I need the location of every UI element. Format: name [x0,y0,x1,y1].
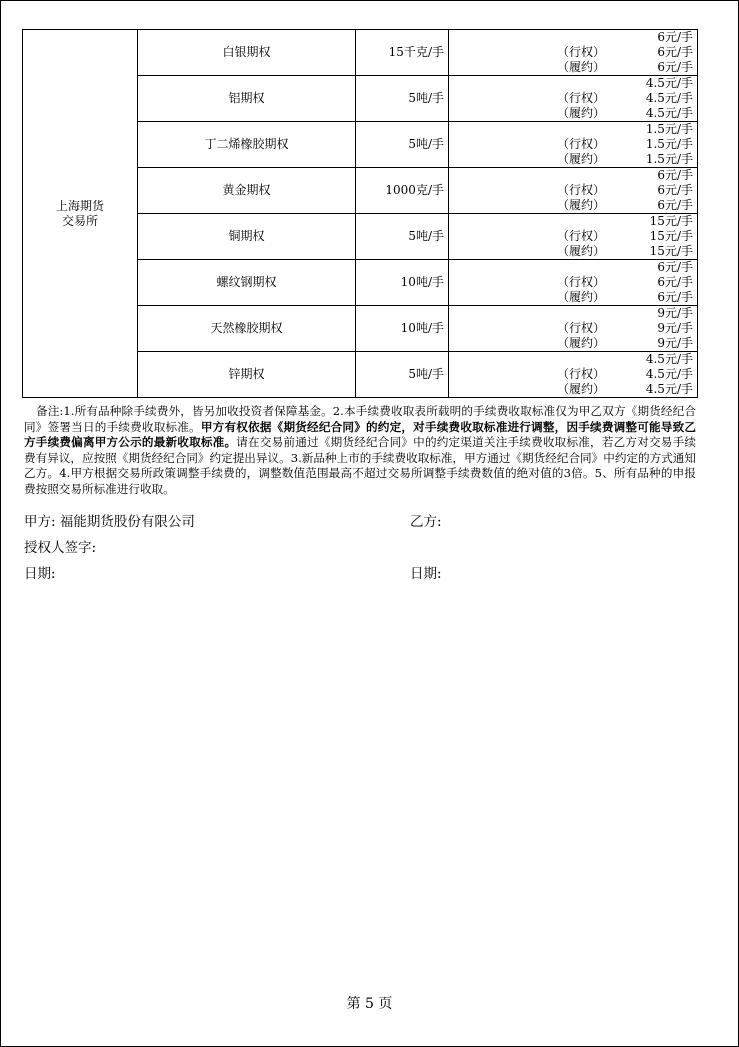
fee-value: 6元/手 [657,30,693,44]
delivery-label: （履约） [557,106,606,120]
product-name: 铝期权 [138,76,356,122]
fee-value: 15元/手 [649,229,693,243]
trading-unit: 5吨/手 [356,122,449,168]
fee-cell [449,168,698,214]
product-name: 锌期权 [138,352,356,398]
fee-table [22,29,698,398]
fee-value: 6元/手 [657,275,693,289]
party-a: 甲方: 福能期货股份有限公司 [24,514,195,530]
fee-value: 4.5元/手 [645,382,693,396]
trading-unit: 15千克/手 [356,30,449,76]
fee-cell [449,122,698,168]
delivery-label: （履约） [557,290,606,304]
table-row [23,30,698,76]
fee-cell [449,214,698,260]
exercise-label: （行权） [557,275,606,289]
fee-cell [449,30,698,76]
date-party-b: 日期: [410,566,442,582]
exercise-label: （行权） [557,91,606,105]
exercise-label: （行权） [557,137,606,151]
fee-value: 1.5元/手 [645,122,693,136]
fee-value: 4.5元/手 [645,367,693,381]
page-number: 第 5 页 [346,996,393,1012]
trading-unit: 1000克/手 [356,168,449,214]
fee-cell [449,260,698,306]
trading-unit: 10吨/手 [356,260,449,306]
fee-value: 15元/手 [649,244,693,258]
delivery-label: （履约） [557,382,606,396]
exchange-name-line: 上海期货 [55,198,104,213]
fee-value: 4.5元/手 [645,106,693,120]
delivery-label: （履约） [557,244,606,258]
product-name: 铜期权 [138,214,356,260]
exercise-label: （行权） [557,367,606,381]
product-name: 天然橡胶期权 [138,306,356,352]
fee-value: 9元/手 [657,321,693,335]
fee-value: 1.5元/手 [645,137,693,151]
fee-value: 4.5元/手 [645,352,693,366]
delivery-label: （履约） [557,336,606,350]
fee-cell [449,76,698,122]
authorized-signature: 授权人签字: [24,540,97,556]
trading-unit: 5吨/手 [356,352,449,398]
product-name: 黄金期权 [138,168,356,214]
remarks-part2: 请在交易前通过《期货经纪合同》中的约定渠道关注手续费收取标准，若乙方对交易手续费有异议，应按照《期货经纪合同》约定提出异议。3.新品种上市的手续费收取标准，甲方通过《期货经纪合同》中约定的方式通知乙方。4.甲方根据交易所政策调整手续费的，调整数值范围最高不超过交易所调整手续费数值的绝对值的3倍。5、所有品种的申报费按照交易所标准进行收取。 [24,435,696,496]
delivery-label: （履约） [557,60,606,74]
fee-value: 6元/手 [657,45,693,59]
trading-unit: 10吨/手 [356,306,449,352]
fee-value: 6元/手 [657,290,693,304]
product-name: 螺纹钢期权 [138,260,356,306]
exercise-label: （行权） [557,183,606,197]
delivery-label: （履约） [557,152,606,166]
fee-value: 6元/手 [657,168,693,182]
remarks [24,404,696,497]
exchange-name [23,30,138,398]
fee-value: 4.5元/手 [645,76,693,90]
exchange-name-line: 交易所 [61,213,98,228]
fee-value: 6元/手 [657,183,693,197]
trading-unit: 5吨/手 [356,214,449,260]
remarks-bold: 甲方有权依据《期货经纪合同》的约定，对手续费收取标准进行调整，因手续费调整可能导致乙方手续费偏离甲方公示的最新收取标准。 [24,419,696,449]
fee-value: 9元/手 [657,306,693,320]
fee-value: 4.5元/手 [645,91,693,105]
fee-cell [449,352,698,398]
date-party-a: 日期: [24,566,56,582]
remarks-part1: 备注:1.所有品种除手续费外，皆另加收投资者保障基金。2.本手续费收取表所载明的手续费收取标准仅为甲乙双方《期货经纪合同》签署当日的手续费收取标准。 [24,404,696,434]
fee-value: 6元/手 [657,260,693,274]
product-name: 白银期权 [138,30,356,76]
party-b: 乙方: [410,514,442,530]
fee-value: 6元/手 [657,60,693,74]
fee-value: 6元/手 [657,198,693,212]
exercise-label: （行权） [557,45,606,59]
product-name: 丁二烯橡胶期权 [138,122,356,168]
exercise-label: （行权） [557,229,606,243]
delivery-label: （履约） [557,198,606,212]
fee-value: 9元/手 [657,336,693,350]
fee-cell [449,306,698,352]
trading-unit: 5吨/手 [356,76,449,122]
exercise-label: （行权） [557,321,606,335]
fee-value: 1.5元/手 [645,152,693,166]
fee-value: 15元/手 [649,214,693,228]
